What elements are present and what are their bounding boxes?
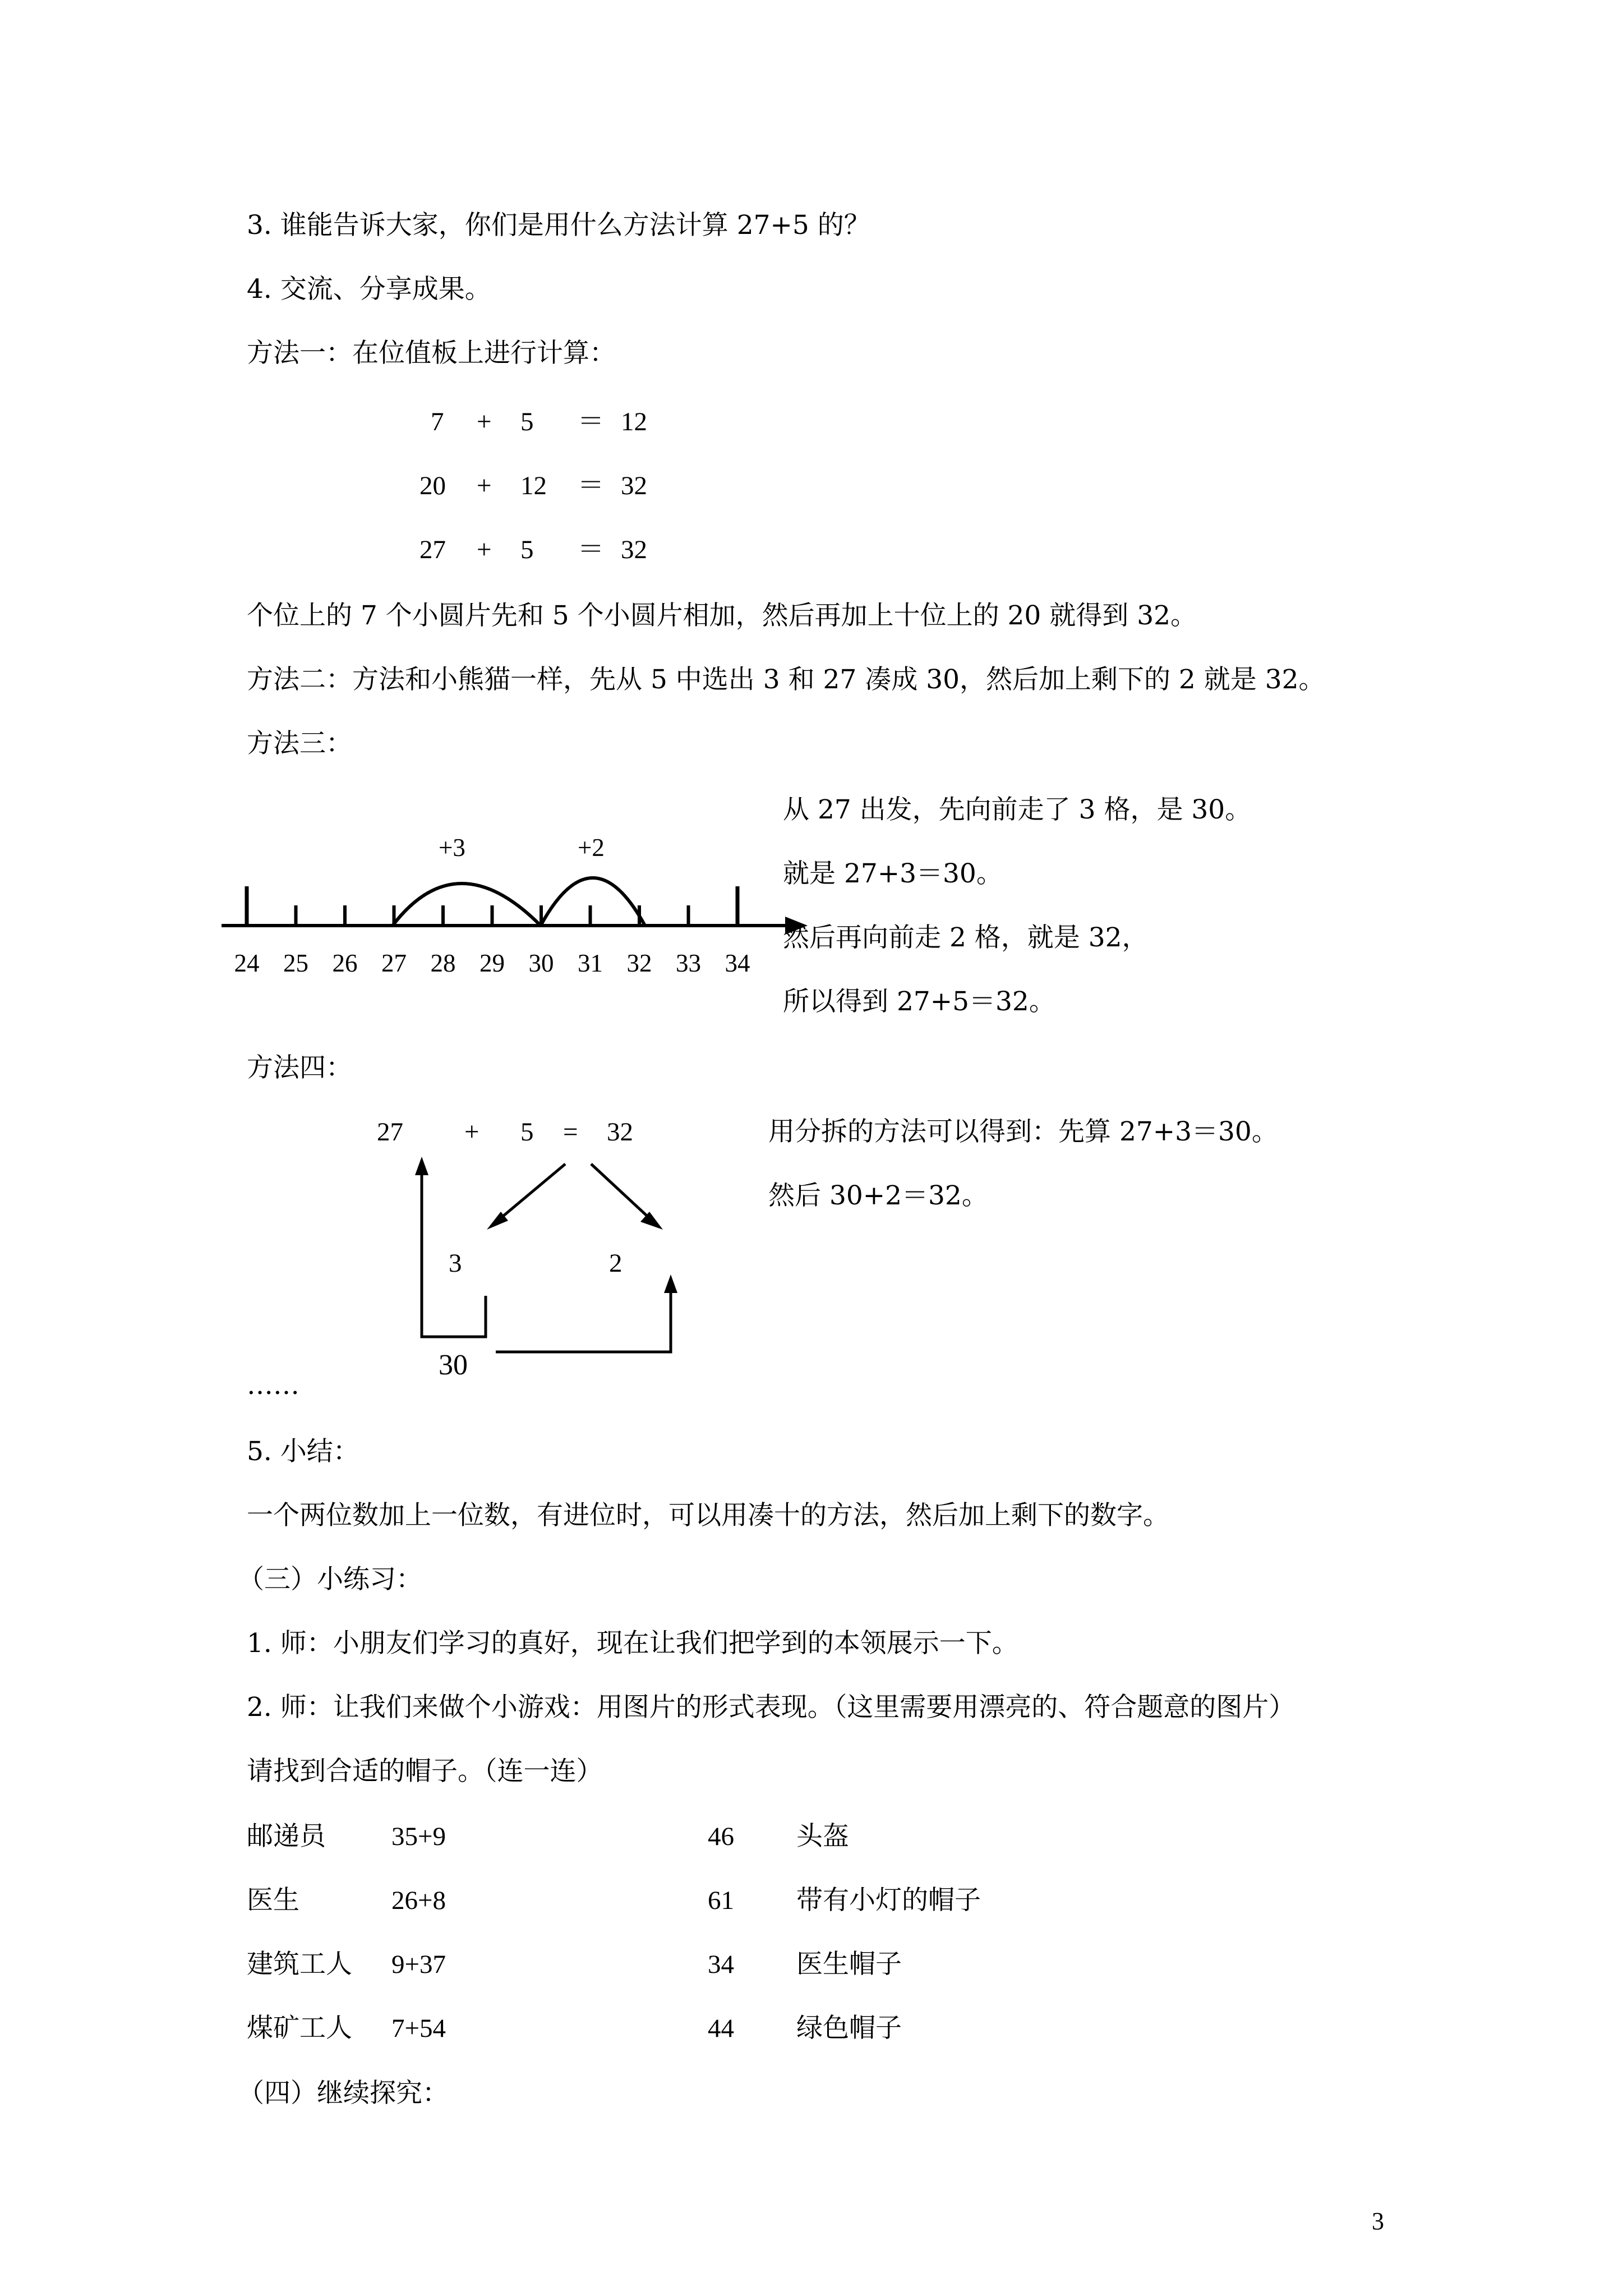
hat-label: 医生帽子	[796, 1949, 902, 1980]
m4-sum: 30	[439, 1349, 468, 1381]
ellipsis: ……	[247, 1370, 299, 1401]
number-line-tick-label: 33	[676, 949, 701, 977]
hat-label: 头盔	[796, 1821, 849, 1852]
add-remaining-arrow-icon	[664, 1274, 677, 1293]
m4-equals: =	[563, 1117, 578, 1147]
practice-1: 1. 师：小朋友们学习的真好，现在让我们把学到的本领展示一下。	[247, 1628, 1018, 1659]
m3-note-4: 所以得到 27+5＝32。	[783, 986, 1055, 1017]
hat-label: 绿色帽子	[796, 2013, 902, 2044]
method-1-explanation: 个位上的 7 个小圆片先和 5 个小圆片相加，然后再加上十位上的 20 就得到 32。	[247, 600, 1197, 631]
job-label: 建筑工人	[247, 1949, 352, 1980]
method-2: 方法二：方法和小熊猫一样，先从 5 中选出 3 和 27 凑成 30，然后加上剩下的 2 就是 32。	[247, 664, 1325, 695]
number-line-tick-label: 34	[725, 949, 750, 977]
m4-note-1: 用分拆的方法可以得到：先算 27+3＝30。	[768, 1116, 1278, 1147]
question-4: 4. 交流、分享成果。	[247, 274, 491, 305]
combine-arrow-up-icon	[415, 1157, 428, 1175]
method-3-title: 方法三：	[247, 728, 352, 759]
eq2-b: 12	[520, 471, 547, 500]
number-line-tick-label: 31	[578, 949, 603, 977]
eq1-result: 12	[621, 407, 647, 436]
eq2-a: 20	[419, 471, 446, 500]
method-4-title: 方法四：	[247, 1052, 352, 1083]
split-line-left	[496, 1164, 565, 1222]
eq3-b: 5	[520, 535, 534, 564]
add-remaining-path	[496, 1290, 671, 1352]
eq2-eq: ＝	[578, 471, 604, 500]
eq3-a: 27	[419, 535, 446, 564]
explore-title: （四）继续探究：	[238, 2078, 449, 2109]
expression: 9+37	[391, 1950, 446, 1979]
question-3: 3. 谁能告诉大家，你们是用什么方法计算 27+5 的？	[247, 210, 870, 241]
expression: 26+8	[391, 1886, 446, 1915]
eq2-result: 32	[621, 471, 647, 500]
m3-note-2: 就是 27+3＝30。	[783, 858, 1003, 889]
number-line-tick-label: 29	[479, 949, 505, 977]
practice-2-instruction: 请找到合适的帽子。（连一连）	[247, 1756, 603, 1787]
m4-part-left: 3	[449, 1249, 462, 1278]
hat-label: 带有小灯的帽子	[796, 1885, 981, 1916]
combine-bracket	[422, 1172, 486, 1337]
eq1-op: +	[477, 407, 492, 436]
eq3-eq: ＝	[578, 535, 604, 564]
job-label: 医生	[247, 1885, 299, 1916]
m4-addend-b: 5	[520, 1117, 534, 1147]
page-number: 3	[1372, 2207, 1384, 2235]
number-line-tick-label: 27	[381, 949, 407, 977]
jump-label-plus2: +2	[578, 834, 605, 862]
job-label: 邮递员	[247, 1821, 326, 1852]
m4-result: 32	[607, 1117, 633, 1147]
eq3-op: +	[477, 535, 492, 564]
m4-note-2: 然后 30+2＝32。	[768, 1180, 988, 1211]
answer-value: 46	[708, 1822, 734, 1851]
section-5-summary-title: 5. 小结：	[247, 1436, 359, 1467]
eq2-op: +	[477, 471, 492, 500]
eq3-result: 32	[621, 535, 647, 564]
number-line-tick-label: 24	[234, 949, 260, 977]
method-1-title: 方法一：在位值板上进行计算：	[247, 338, 616, 369]
m3-note-1: 从 27 出发，先向前走了 3 格，是 30。	[783, 794, 1252, 825]
eq1-a: 7	[431, 407, 444, 436]
practice-2: 2. 师：让我们来做个小游戏：用图片的形式表现。（这里需要用漂亮的、符合题意的图片）	[247, 1692, 1295, 1723]
m3-note-3: 然后再向前走 2 格，就是 32，	[783, 922, 1149, 953]
m4-part-right: 2	[609, 1249, 623, 1278]
eq1-eq: ＝	[578, 407, 604, 436]
expression: 7+54	[391, 2014, 446, 2043]
practice-title: （三）小练习：	[238, 1564, 422, 1595]
answer-value: 44	[708, 2014, 734, 2043]
number-line-tick-label: 25	[283, 949, 308, 977]
number-line-tick-label: 30	[528, 949, 554, 977]
jump-label-plus3: +3	[439, 834, 465, 862]
number-line-tick-label: 26	[332, 949, 358, 977]
answer-value: 61	[708, 1886, 734, 1915]
m4-addend-a: 27	[377, 1117, 403, 1147]
summary-text: 一个两位数加上一位数，有进位时，可以用凑十的方法，然后加上剩下的数字。	[247, 1500, 1169, 1531]
job-label: 煤矿工人	[247, 2013, 352, 2044]
split-line-right	[591, 1164, 653, 1222]
number-line-tick-label: 32	[626, 949, 652, 977]
eq1-b: 5	[520, 407, 534, 436]
m4-plus: +	[464, 1117, 479, 1147]
expression: 35+9	[391, 1822, 446, 1851]
number-line-tick-label: 28	[430, 949, 456, 977]
answer-value: 34	[708, 1950, 734, 1979]
